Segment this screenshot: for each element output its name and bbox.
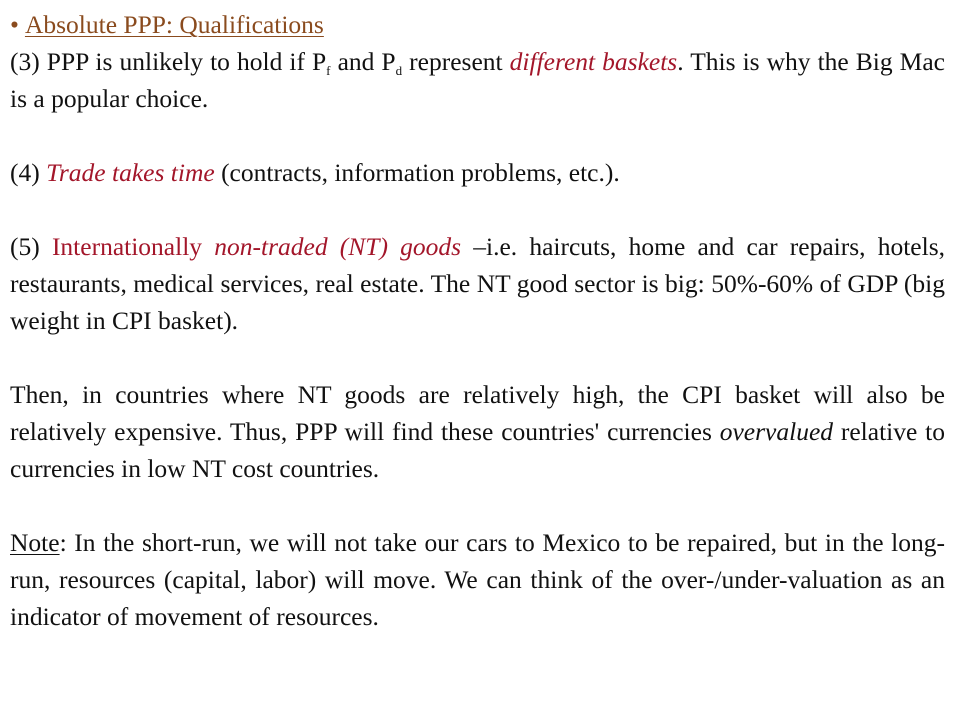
paragraph-3 xyxy=(10,43,945,117)
p4-text-b: (contracts, information problems, etc.). xyxy=(214,158,620,187)
p5-text-a: (5) xyxy=(10,232,52,261)
paragraph-4 xyxy=(10,154,945,191)
p3-text-a: (3) PPP is unlikely to hold if P xyxy=(10,47,327,76)
bullet-icon: • xyxy=(10,10,19,39)
p4-text-a: (4) xyxy=(10,158,47,187)
p3-text-d: . This is why the Big Mac is a popular choice. xyxy=(10,47,945,113)
p3-text-b: and P xyxy=(330,47,396,76)
spacer xyxy=(10,191,945,228)
p5-text-b: –i.e. haircuts, home and car repairs, hotels, restaurants, medical services, real estate. The NT good sector is big: 50%-60% of GDP (big weight in CPI basket). xyxy=(10,232,946,335)
p3-emphasis: different baskets xyxy=(509,47,678,76)
p5-emphasis: non-traded (NT) goods xyxy=(214,232,462,261)
paragraph-5 xyxy=(10,228,945,339)
p6-emphasis: overvalued xyxy=(719,417,834,446)
p6-text-a: Then, in countries where NT goods are relatively high, the CPI basket will also be relatively expensive. Thus, PPP will find these countries' currencies xyxy=(10,380,945,446)
p3-subscript-f: f xyxy=(326,63,331,78)
spacer xyxy=(10,339,945,376)
paragraph-6 xyxy=(10,376,945,487)
note-text: : In the short-run, we will not take our cars to Mexico to be repaired, but in the long-run, resources (capital, labor) will move. We can think of the over-/under-valuation as an indicator of movement of resources. xyxy=(10,528,945,631)
slide-title: Absolute PPP: Qualifications xyxy=(24,10,324,39)
p5-red-text: Internationally xyxy=(51,232,215,261)
p3-text-c: represent xyxy=(402,47,510,76)
title-line xyxy=(10,6,945,43)
slide-content xyxy=(10,6,945,635)
p4-emphasis: Trade takes time xyxy=(46,158,215,187)
note-paragraph xyxy=(10,524,945,635)
spacer xyxy=(10,117,945,154)
p3-subscript-d: d xyxy=(395,63,403,78)
note-label: Note xyxy=(10,528,60,557)
p6-text-b: relative to currencies in low NT cost countries. xyxy=(10,417,945,483)
spacer xyxy=(10,487,945,524)
